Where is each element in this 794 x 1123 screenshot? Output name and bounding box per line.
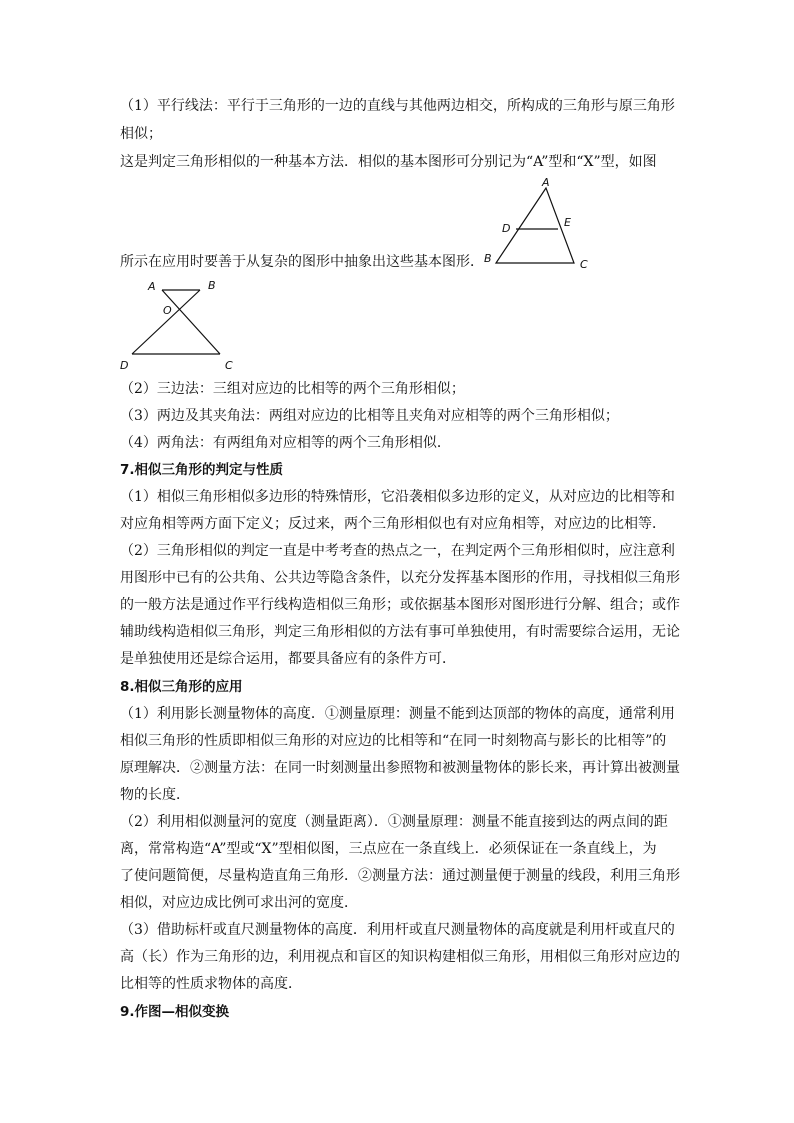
section-heading: 9.作图—相似变换 [120, 1004, 230, 1020]
paragraph-line: （3）两边及其夹角法：两组对应边的比相等且夹角对应相等的两个三角形相似； [120, 408, 619, 424]
paragraph-line: 所示在应用时要善于从复杂的图形中抽象出这些基本图形． [120, 254, 484, 270]
label-o: O [163, 304, 172, 317]
segment-bd [132, 290, 200, 354]
paragraph-line: （3）借助标杆或直尺测量物体的高度．利用杆或直尺测量物体的高度就是利用杆或直尺的 [120, 922, 675, 938]
x-type-triangle-figure [112, 276, 242, 376]
paragraph-line: （4）两角法：有两组角对应相等的两个三角形相似． [120, 435, 451, 451]
paragraph-line: （2）三边法：三组对应边的比相等的两个三角形相似； [120, 381, 465, 397]
paragraph-line: 用图形中已有的公共角、公共边等隐含条件，以充分发挥基本图形的作用，寻找相似三角形 [120, 570, 680, 586]
paragraph-line: 对应角相等两方面下定义；反过来，两个三角形相似也有对应角相等，对应边的比相等． [120, 516, 666, 532]
paragraph-line: （2）三角形相似的判定一直是中考考查的热点之一，在判定两个三角形相似时，应注意利 [120, 543, 675, 559]
label-a: A [542, 176, 550, 189]
paragraph-line: （2）利用相似测量河的宽度（测量距离）．①测量原理：测量不能直接到达的两点间的距 [120, 814, 668, 830]
paragraph-line: 了使问题简便，尽量构造直角三角形．②测量方法：通过测量便于测量的线段，利用三角形 [120, 868, 680, 884]
paragraph-line: 相似三角形的性质即相似三角形的对应边的比相等和“在同一时刻物高与影长的比相等”的 [120, 733, 667, 749]
paragraph-line: （1）利用影长测量物体的高度．①测量原理：测量不能到达顶部的物体的高度，通常利用 [120, 706, 675, 722]
paragraph-line: 离，常常构造“A”型或“X”型相似图，三点应在一条直线上．必须保证在一条直线上，为 [120, 841, 657, 857]
label-c: C [225, 359, 233, 372]
paragraph-line: 是单独使用还是综合运用，都要具备应有的条件方可． [120, 651, 456, 667]
paragraph-line: 的一般方法是通过作平行线构造相似三角形；或依据基本图形对图形进行分解、组合；或作 [120, 597, 680, 613]
paragraph-line: 物的长度． [120, 787, 190, 803]
paragraph-line: （1）平行线法：平行于三角形的一边的直线与其他两边相交，所构成的三角形与原三角形 [120, 98, 675, 114]
paragraph-line: 辅助线构造相似三角形，判定三角形相似的方法有事可单独使用，有时需要综合运用，无论 [120, 624, 680, 640]
segment-ac [162, 290, 220, 354]
paragraph-line: 比相等的性质求物体的高度． [120, 976, 302, 992]
a-type-triangle-figure [478, 174, 598, 274]
paragraph-line: （1）相似三角形相似多边形的特殊情形，它沿袭相似多边形的定义，从对应边的比相等和 [120, 489, 675, 505]
section-heading: 8.相似三角形的应用 [120, 679, 243, 695]
label-b: B [208, 279, 216, 292]
label-e: E [564, 216, 571, 229]
paragraph-line: 相似，对应边成比例可求出河的宽度． [120, 895, 358, 911]
label-d: D [502, 222, 511, 235]
section-heading: 7.相似三角形的判定与性质 [120, 462, 284, 478]
label-c: C [580, 258, 588, 271]
label-b: B [484, 252, 492, 265]
paragraph-line: 原理解决．②测量方法：在同一时刻测量出参照物和被测量物体的影长来，再计算出被测量 [120, 760, 680, 776]
label-a: A [148, 280, 156, 293]
paragraph-line: 高（长）作为三角形的边，利用视点和盲区的知识构建相似三角形，用相似三角形对应边的 [120, 949, 680, 965]
paragraph-line: 这是判定三角形相似的一种基本方法．相似的基本图形可分别记为“A”型和“X”型，如图 [120, 154, 657, 170]
paragraph-line: 相似； [120, 126, 162, 142]
label-d: D [120, 359, 129, 372]
